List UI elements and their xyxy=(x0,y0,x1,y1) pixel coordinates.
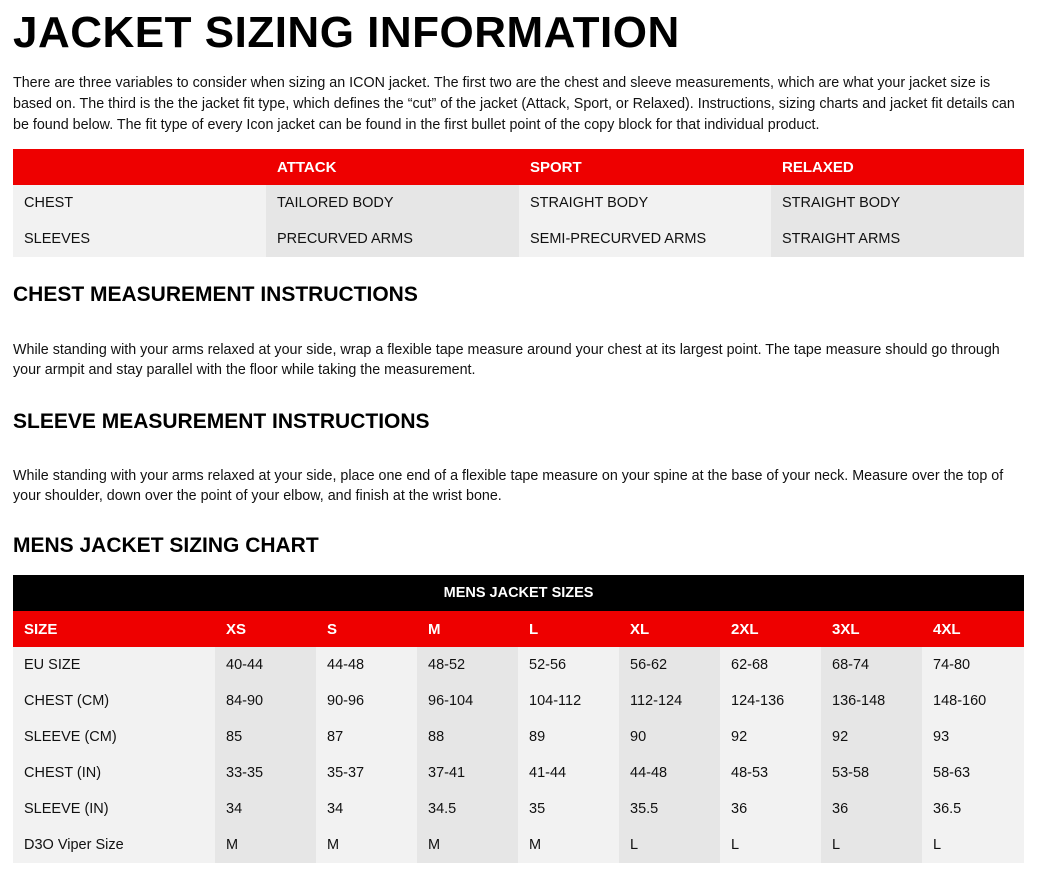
size-cell: 68-74 xyxy=(821,647,922,683)
size-header-xl: XL xyxy=(619,611,720,647)
sleeve-section-text: While standing with your arms relaxed at your side, place one end of a flexible tape measure on your spine at the base of your neck. Measure over the top of your shoulder, down over the point of your elbow, and finish at the wrist bone. xyxy=(13,468,1004,504)
size-cell: M xyxy=(215,827,316,863)
fit-cell: PRECURVED ARMS xyxy=(266,221,519,257)
fit-table-row-sleeves xyxy=(13,221,1024,257)
table-row xyxy=(13,755,1024,791)
size-cell: 89 xyxy=(518,719,619,755)
fit-cell: SLEEVES xyxy=(13,221,266,257)
size-cell: 34 xyxy=(215,791,316,827)
size-cell: 148-160 xyxy=(922,683,1024,719)
sleeve-section-heading: SLEEVE MEASUREMENT INSTRUCTIONS xyxy=(13,410,430,433)
fit-cell: STRAIGHT ARMS xyxy=(771,221,1024,257)
size-cell: 90 xyxy=(619,719,720,755)
size-table-header-row xyxy=(13,611,1024,647)
fit-type-table xyxy=(13,149,1024,257)
size-table-banner: MENS JACKET SIZES xyxy=(13,575,1024,611)
size-cell: 35-37 xyxy=(316,755,417,791)
size-cell: 90-96 xyxy=(316,683,417,719)
table-row xyxy=(13,791,1024,827)
fit-header-sport: SPORT xyxy=(519,149,771,185)
size-cell: 74-80 xyxy=(922,647,1024,683)
size-cell: 36.5 xyxy=(922,791,1024,827)
size-cell: L xyxy=(720,827,821,863)
size-header-l: L xyxy=(518,611,619,647)
fit-header-relaxed: RELAXED xyxy=(771,149,1024,185)
row-label: EU SIZE xyxy=(13,647,215,683)
size-cell: 87 xyxy=(316,719,417,755)
size-header-3xl: 3XL xyxy=(821,611,922,647)
table-row xyxy=(13,683,1024,719)
mens-size-table xyxy=(13,575,1024,863)
intro-paragraph: There are three variables to consider when sizing an ICON jacket. The first two are the chest and sleeve measurements, which are what your jacket size is based on. The third is the the jacket fit type, which defines the “cut” of the jacket (Attack, Sport, or Relaxed). Instructions, sizing charts and jacket fit details can be found below. The fit type of every Icon jacket can be found in the first bullet point of the copy block for that individual product. xyxy=(13,75,1015,133)
row-label: SLEEVE (CM) xyxy=(13,719,215,755)
size-cell: 136-148 xyxy=(821,683,922,719)
size-cell: 41-44 xyxy=(518,755,619,791)
size-cell: 88 xyxy=(417,719,518,755)
size-cell: 35.5 xyxy=(619,791,720,827)
fit-header-attack: ATTACK xyxy=(266,149,519,185)
chest-section-heading: CHEST MEASUREMENT INSTRUCTIONS xyxy=(13,283,418,306)
fit-cell: TAILORED BODY xyxy=(266,185,519,221)
size-cell: 112-124 xyxy=(619,683,720,719)
size-cell: 34 xyxy=(316,791,417,827)
size-cell: 35 xyxy=(518,791,619,827)
fit-cell: CHEST xyxy=(13,185,266,221)
size-cell: 104-112 xyxy=(518,683,619,719)
row-label: D3O Viper Size xyxy=(13,827,215,863)
size-cell: M xyxy=(316,827,417,863)
size-cell: 48-52 xyxy=(417,647,518,683)
size-header-2xl: 2XL xyxy=(720,611,821,647)
page-title: JACKET SIZING INFORMATION xyxy=(13,8,680,57)
size-cell: 62-68 xyxy=(720,647,821,683)
table-row xyxy=(13,719,1024,755)
size-cell: 33-35 xyxy=(215,755,316,791)
fit-cell: SEMI-PRECURVED ARMS xyxy=(519,221,771,257)
size-cell: L xyxy=(922,827,1024,863)
row-label: CHEST (IN) xyxy=(13,755,215,791)
size-cell: 37-41 xyxy=(417,755,518,791)
size-cell: 85 xyxy=(215,719,316,755)
size-table-banner-row xyxy=(13,575,1024,611)
size-cell: 93 xyxy=(922,719,1024,755)
size-header-s: S xyxy=(316,611,417,647)
size-cell: 44-48 xyxy=(619,755,720,791)
size-cell: 96-104 xyxy=(417,683,518,719)
size-table-body xyxy=(13,647,1024,863)
size-cell: 53-58 xyxy=(821,755,922,791)
table-row xyxy=(13,827,1024,863)
size-cell: 52-56 xyxy=(518,647,619,683)
size-cell: M xyxy=(518,827,619,863)
size-cell: 40-44 xyxy=(215,647,316,683)
size-cell: 84-90 xyxy=(215,683,316,719)
size-cell: 48-53 xyxy=(720,755,821,791)
size-cell: 92 xyxy=(821,719,922,755)
row-label: SLEEVE (IN) xyxy=(13,791,215,827)
size-cell: 92 xyxy=(720,719,821,755)
size-cell: 44-48 xyxy=(316,647,417,683)
fit-cell: STRAIGHT BODY xyxy=(519,185,771,221)
size-cell: 58-63 xyxy=(922,755,1024,791)
size-cell: 36 xyxy=(821,791,922,827)
chart-heading: MENS JACKET SIZING CHART xyxy=(13,534,319,557)
size-cell: M xyxy=(417,827,518,863)
fit-table-row-chest xyxy=(13,185,1024,221)
size-cell: 56-62 xyxy=(619,647,720,683)
fit-cell: STRAIGHT BODY xyxy=(771,185,1024,221)
row-label: CHEST (CM) xyxy=(13,683,215,719)
size-header-4xl: 4XL xyxy=(922,611,1024,647)
size-cell: L xyxy=(821,827,922,863)
fit-table-header-row xyxy=(13,149,1024,185)
size-cell: L xyxy=(619,827,720,863)
size-cell: 34.5 xyxy=(417,791,518,827)
size-header-m: M xyxy=(417,611,518,647)
table-row xyxy=(13,647,1024,683)
chest-section-text: While standing with your arms relaxed at your side, wrap a flexible tape measure around your chest at its largest point. The tape measure should go through your armpit and stay parallel with the floor while taking the measurement. xyxy=(13,342,1000,378)
size-cell: 36 xyxy=(720,791,821,827)
size-header-label: SIZE xyxy=(13,611,215,647)
size-cell: 124-136 xyxy=(720,683,821,719)
fit-header-blank xyxy=(13,149,266,185)
size-header-xs: XS xyxy=(215,611,316,647)
